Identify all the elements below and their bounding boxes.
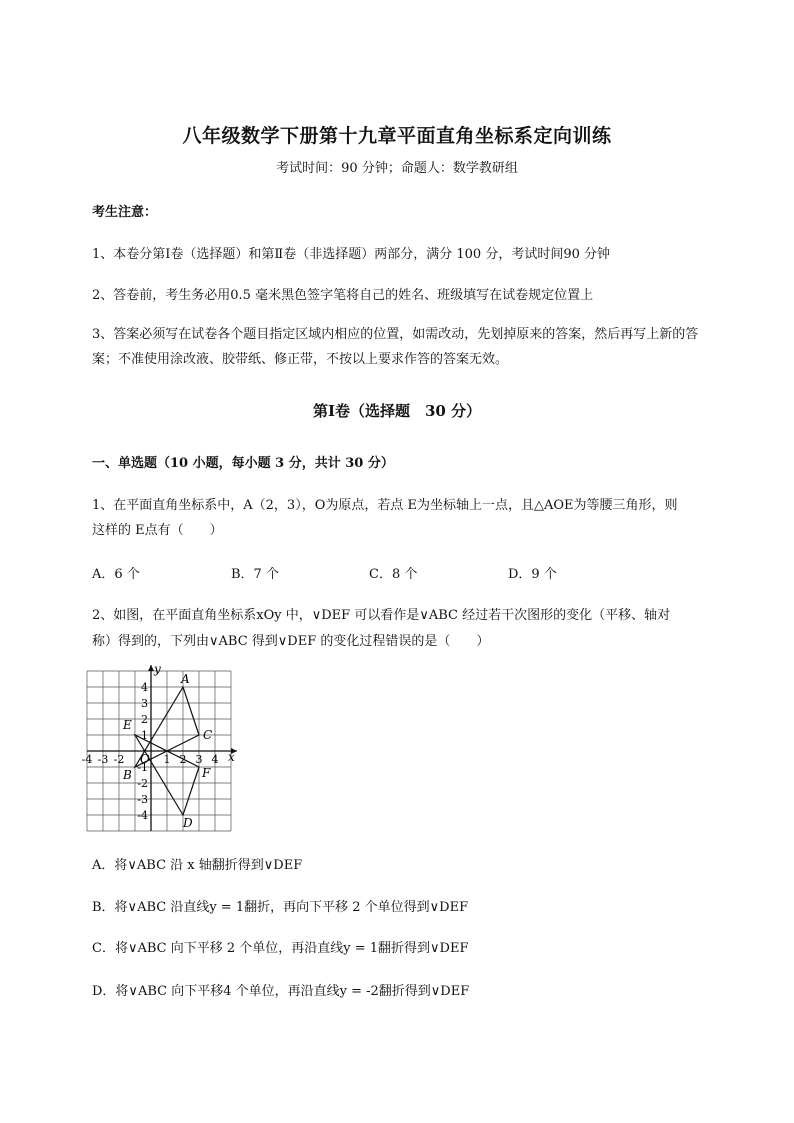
question-2-option-b[interactable]: B．将∨ABC 沿直线y = 1翻折，再向下平移 2 个单位得到∨DEF <box>92 900 469 915</box>
y-tick-label: -2 <box>137 777 148 790</box>
point-label-b: B <box>123 768 132 782</box>
part-heading: 一、单选题（10 小题，每小题 3 分，共计 30 分） <box>92 456 394 471</box>
x-tick-label: 3 <box>195 753 203 766</box>
question-1-line-1: 1、在平面直角坐标系中，A（2，3），O为原点，若点 E为坐标轴上一点，且△AOE为等腰三角形，则 <box>92 498 678 513</box>
question-1-line-2: 这样的 E点有（ ） <box>92 523 223 538</box>
origin-label: O <box>140 752 150 766</box>
exam-info: 考试时间：90 分钟；命题人：数学教研组 <box>276 161 518 176</box>
question-1-option-c[interactable]: C．8 个 <box>369 567 418 582</box>
question-1-option-d[interactable]: D．9 个 <box>508 567 557 582</box>
x-tick-label: -3 <box>97 753 109 766</box>
y-tick-label: -3 <box>137 793 148 806</box>
point-label-a: A <box>181 672 190 686</box>
question-1-option-a[interactable]: A．6 个 <box>92 567 140 582</box>
point-label-e: E <box>123 718 132 732</box>
notice-heading: 考生注意： <box>92 205 158 220</box>
y-tick-label: -4 <box>137 809 148 822</box>
x-tick-label: 2 <box>179 753 187 766</box>
notice-item-3: 3、答案必须写在试卷各个题目指定区域内相应的位置，如需改动，先划掉原来的答案，然后再写上新的答案；不准使用涂改液、胶带纸、修正带，不按以上要求作答的答案无效。 <box>92 327 699 367</box>
point-label-d: D <box>183 816 193 830</box>
question-2-option-d[interactable]: D．将∨ABC 向下平移4 个单位，再沿直线y = -2翻折得到∨DEF <box>92 984 470 999</box>
notice-item-1: 1、本卷分第Ⅰ卷（选择题）和第Ⅱ卷（非选择题）两部分，满分 100 分，考试时间90 分钟 <box>92 247 610 262</box>
notice-item-2: 2、答卷前，考生务必用0.5 毫米黑色签字笔将自己的姓名、班级填写在试卷规定位置上 <box>92 288 594 303</box>
point-label-f: F <box>202 766 211 780</box>
y-tick-label: 2 <box>141 713 148 726</box>
y-axis-label: y <box>154 662 161 676</box>
y-tick-label: 3 <box>141 697 148 710</box>
y-tick-label: -1 <box>137 761 148 774</box>
x-axis-label: x <box>228 750 235 764</box>
question-2-option-c[interactable]: C．将∨ABC 向下平移 2 个单位，再沿直线y = 1翻折得到∨DEF <box>92 941 469 956</box>
page-title: 八年级数学下册第十九章平面直角坐标系定向训练 <box>182 125 612 147</box>
question-2-line-1: 2、如图，在平面直角坐标系xOy 中，∨DEF 可以看作是∨ABC 经过若干次图形的变化（平移、轴对 <box>92 608 671 623</box>
x-tick-label: -2 <box>113 753 125 766</box>
point-label-c: C <box>203 728 213 742</box>
y-tick-label: 4 <box>141 681 148 694</box>
section-title: 第Ⅰ卷（选择题 30 分） <box>312 402 482 420</box>
question-2-line-2: 称）得到的，下列由∨ABC 得到∨DEF 的变化过程错误的是（ ） <box>92 634 490 649</box>
coordinate-figure <box>81 662 258 834</box>
question-2-option-a[interactable]: A．将∨ABC 沿 x 轴翻折得到∨DEF <box>92 858 303 873</box>
x-tick-label: 1 <box>163 753 171 766</box>
x-tick-label: 4 <box>211 753 219 766</box>
question-1-option-b[interactable]: B．7 个 <box>231 567 279 582</box>
x-tick-label: -4 <box>81 753 93 766</box>
y-tick-label: 1 <box>141 729 148 742</box>
